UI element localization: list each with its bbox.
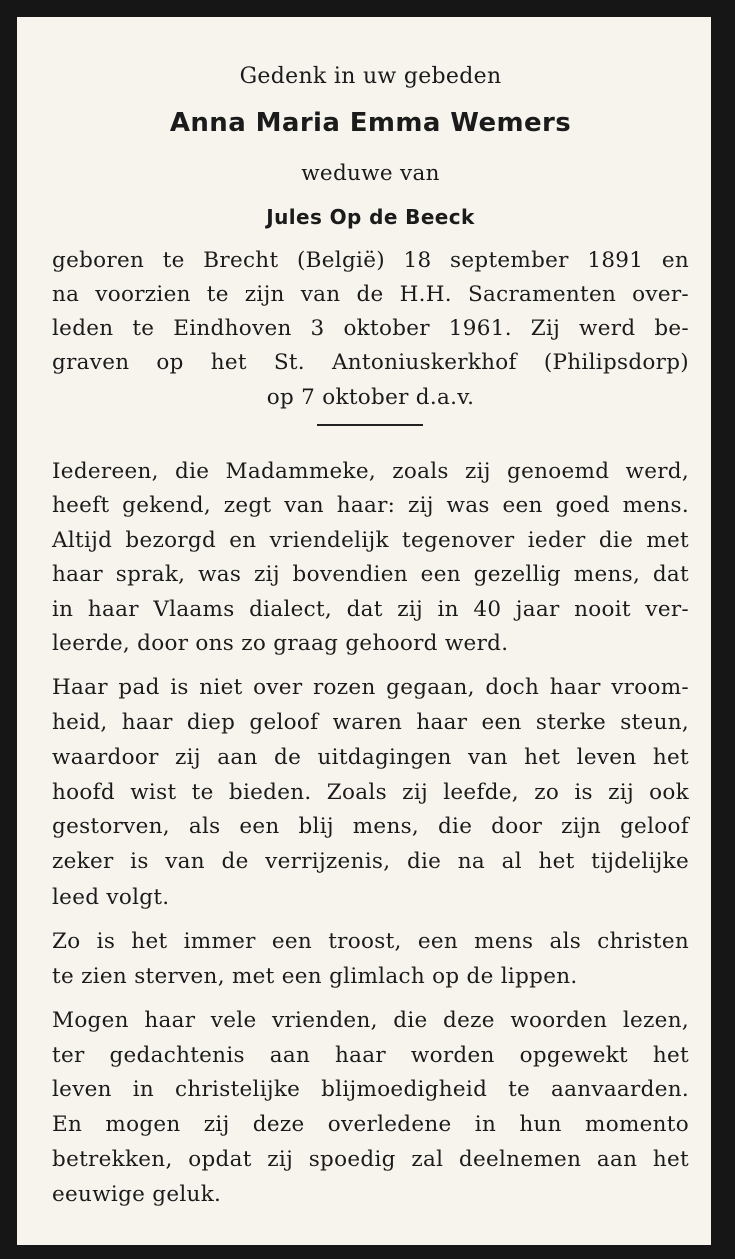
paragraph-line: eeuwige geluk. xyxy=(52,1182,222,1207)
bio-line: op 7 oktober d.a.v. xyxy=(266,385,475,410)
paragraph-line: Altijd bezorgd en vriendelijk tegenover ieder die met xyxy=(52,528,689,553)
paragraph-line: Haar pad is niet over rozen gegaan, doch haar vroom- xyxy=(52,675,689,700)
paragraph-line: hoofd wist te bieden. Zoals zij leefde, zo is zij ook xyxy=(52,780,689,805)
paragraph-line: zeker is van de verrijzenis, die na al het tijdelijke xyxy=(52,849,689,874)
paragraph-line: gestorven, als een blij mens, die door zijn geloof xyxy=(52,814,689,839)
divider-rule xyxy=(317,424,423,426)
bio-line: geboren te Brecht (België) 18 september 1891 en xyxy=(52,248,689,273)
bio-line: na voorzien te zijn van de H.H. Sacramenten over- xyxy=(52,282,689,307)
paragraph-line: in haar Vlaams dialect, dat zij in 40 jaar nooit ver- xyxy=(52,597,689,622)
paragraph-line: ter gedachtenis aan haar worden opgewekt het xyxy=(52,1043,689,1068)
paragraph-line: heeft gekend, zegt van haar: zij was een goed mens. xyxy=(52,493,689,518)
paragraph-line: betrekken, opdat zij spoedig zal deelnemen aan het xyxy=(52,1147,689,1172)
paragraph-line: Zo is het immer een troost, een mens als christen xyxy=(52,929,689,954)
paragraph-line: te zien sterven, met een glimlach op de lippen. xyxy=(52,964,578,989)
paragraph-line: leven in christelijke blijmoedigheid te aanvaarden. xyxy=(52,1077,689,1102)
paragraph-line: Mogen haar vele vrienden, die deze woorden lezen, xyxy=(52,1008,689,1033)
paragraph-line: waardoor zij aan de uitdagingen van het leven het xyxy=(52,745,689,770)
bio-line: graven op het St. Antoniuskerkhof (Philipsdorp) xyxy=(52,350,689,375)
paragraph-line: heid, haar diep geloof waren haar een sterke steun, xyxy=(52,710,689,735)
paragraph-line: Iedereen, die Madammeke, zoals zij genoemd werd, xyxy=(52,459,689,484)
relation-text: weduwe van xyxy=(301,161,440,186)
paragraph-line: haar sprak, was zij bovendien een gezellig mens, dat xyxy=(52,562,689,587)
spouse-name: Jules Op de Beeck xyxy=(266,205,475,229)
paragraph-line: En mogen zij deze overledene in hun momento xyxy=(52,1112,689,1137)
card-header: Gedenk in uw gebeden xyxy=(239,64,502,89)
paragraph-line: leed volgt. xyxy=(52,885,170,910)
deceased-name: Anna Maria Emma Wemers xyxy=(169,108,572,138)
memorial-card-paper xyxy=(17,17,711,1245)
bio-line: leden te Eindhoven 3 oktober 1961. Zij werd be- xyxy=(52,316,689,341)
paragraph-line: leerde, door ons zo graag gehoord werd. xyxy=(52,631,509,656)
